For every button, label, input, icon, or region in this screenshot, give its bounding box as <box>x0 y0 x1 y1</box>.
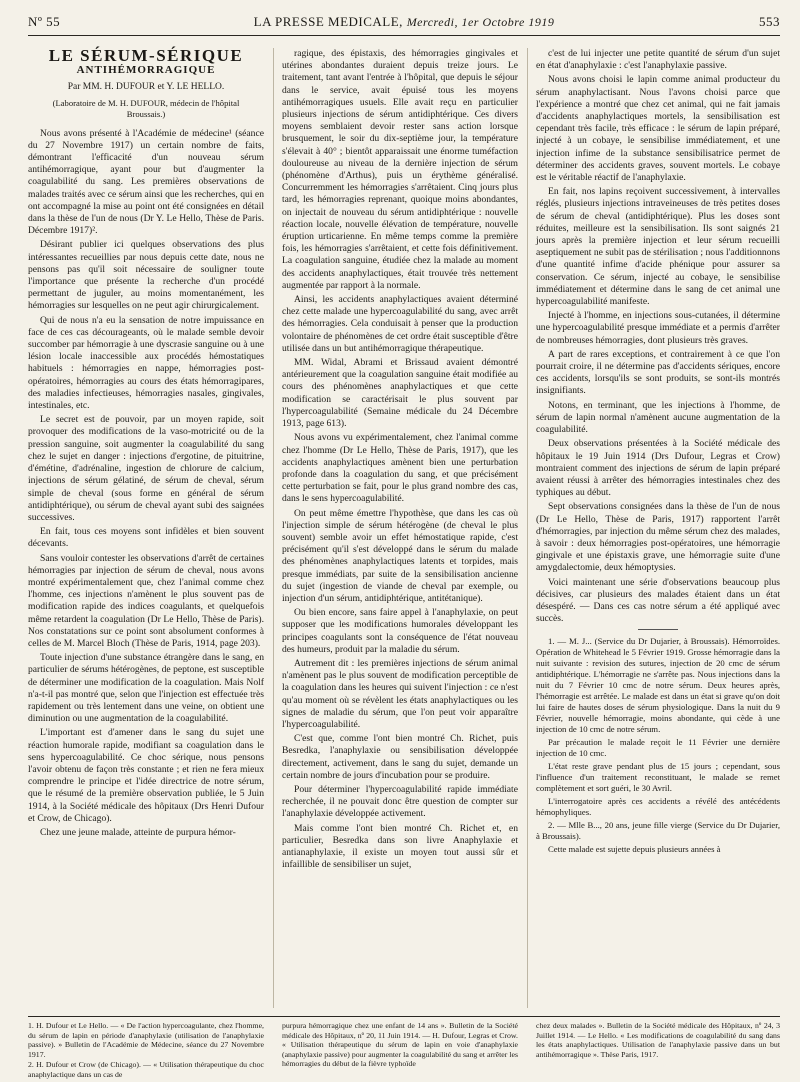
paragraph: Ainsi, les accidents anaphylactiques avaient déterminé chez cette malade une hypercoagulabilité du sang, avec arrêt des hémorragies. Cela conduisait à penser que la production volontaire de phénomènes de cet ordre était susceptible d'être utilisée dans un but antihémorragique thérapeutique. <box>282 294 518 354</box>
paragraph: Par précaution le malade reçoit le 11 Février une dernière injection de 10 cmc. <box>536 737 780 759</box>
column-divider <box>273 48 274 1008</box>
paragraph: A part de rares exceptions, et contrairement à ce que l'on pourrait croire, il ne détermine pas d'accidents sériques, encore ces accidents, lorsqu'ils se sont produits, se sont-ils montrés insignifiants. <box>536 348 780 397</box>
column-2 <box>282 48 518 1008</box>
footnotes-column-2 <box>282 1021 518 1071</box>
paragraph: Désirant publier ici quelques observations des plus intéressantes recueillies par nous depuis cette date, nous ne pensons pas qu'il soit nécessaire de souligner toute l'importance que présente la recherche d'un procédé permettant de juguler, au moins momentanément, les hémorragies sur lesquelles on ne peut agir chirurgicalement. <box>28 239 264 312</box>
paragraph: 2. — Mlle B..., 20 ans, jeune fille vierge (Service du Dr Dujarier, à Broussais). <box>536 820 780 842</box>
article-affiliation: (Laboratoire de M. H. DUFOUR, médecin de l'hôpital Broussais.) <box>52 97 240 119</box>
paragraph: Pour déterminer l'hypercoagulabilité rapide immédiate recherchée, il ne pouvait donc être question de compter sur l'anaphylaxie développée activement. <box>282 783 518 820</box>
paragraph: Qui de nous n'a eu la sensation de notre impuissance en face de ces cas décourageants, où le malade semble devoir succomber par hémorragie à une dyscrasie sanguine ou à une lésion locale inaccessible aux procédés hémostatiques habituels : hémorragies en nappe, hémorragies post-opératoires, hémorragies au cours des états hémorragipares, des maladies infectieuses, hémorragies nasales, gingivales, intestinales, etc. <box>28 314 264 412</box>
paragraph: Notons, en terminant, que les injections à l'homme, de sérum de lapin normal n'amènent aucune augmentation de la coagulabilité. <box>536 399 780 436</box>
paragraph: Mais comme l'ont bien montré Ch. Richet et, en particulier, Besredka dans son livre Anaphylaxie et antianaphylaxie, il existe un moyen tout aussi sûr et infaillible de sensibiliser un sujet, <box>282 822 518 871</box>
paragraph: On peut même émettre l'hypothèse, que dans les cas où l'injection simple de sérum hétérogène (de cheval le plus souvent) semble avoir un effet hémostatique rapide, c'est précisément qu'il s'est développé dans le sérum du malade des phénomènes anaphylactiques latents et torpides, mais presque immédiats, par suite de la sensibilisation ancienne du sujet (ingestion de viande de cheval par exemple, ou injection d'un sérum, antidiphtérique, antitétanique). <box>282 507 518 604</box>
case-reports <box>536 636 780 855</box>
paragraph: C'est que, comme l'ont bien montré Ch. Richet, puis Besredka, l'anaphylaxie ou sensibilisation développée directement, activement, dans le sang du sujet, demande un certain nombre de jours d'incubation pour se produire. <box>282 733 518 781</box>
paragraph: L'important est d'amener dans le sang du sujet une réaction humorale rapide, modifiant sa coagulation dans le sens hypercoagulabilité. Ce choc sérique, nous pensons l'avoir obtenu de façon très constante ; et rien ne fera mieux comprendre le principe et l'idée directrice de notre sérum, que le résumé de la première observation publiée, le 5 Juin 1914, à la Société médicale des hôpitaux (Drs Henri Dufour et Crow, de Chicago). <box>28 727 264 824</box>
column-3 <box>536 48 780 1008</box>
paragraph: c'est de lui injecter une petite quantité de sérum d'un sujet en état d'anaphylaxie : c'est l'anaphylaxie passive. <box>536 48 780 72</box>
footnotes-column-3 <box>536 1021 780 1071</box>
paragraph: Nous avons vu expérimentalement, chez l'animal comme chez l'homme (Dr Le Hello, Thèse de Paris, 1917), que les accidents anaphylactiques amènent bien une perturbation profonde dans la coagulation du sang, et que précisément cette perturbation se fait, pour le plus grand nombre des cas, dans le sens hypercoagulabilité. <box>282 432 518 505</box>
paragraph: Sans vouloir contester les observations d'arrêt de certaines hémorragies par injection de sérum de cheval, nous avons montré expérimentalement que, chez l'animal comme chez l'homme, ces injections n'amènent le plus souvent pas de modification rapide des indices coagulants, et quelquefois même retardent la coagulation (Dr Le Hello, Thèse de Paris). Nos constatations sur ce point sont absolument conformes à celles de M. Marcel Bloch (Thèse de Paris, 1914, page 203). <box>28 552 264 649</box>
section-separator <box>638 629 678 630</box>
journal-name: LA PRESSE MEDICALE, <box>253 14 403 29</box>
column-2-text <box>282 48 518 871</box>
article-authors: Par MM. H. DUFOUR et Y. LE HELLO. <box>67 82 225 93</box>
paragraph: MM. Widal, Abrami et Brissaud avaient démontré antérieurement que la coagulation sanguine était modifiée au cours des phénomènes anaphylactiques et que cette modification se caractérisait le plus souvent par l'hypercoagulabilité (Semaine médicale du 24 Décembre 1913, page 613). <box>282 357 518 430</box>
footnotes <box>28 1016 780 1079</box>
footnotes-column-1 <box>28 1021 264 1079</box>
column-3-text <box>536 48 780 625</box>
column-1-text <box>28 128 264 840</box>
issue-date: Mercredi, 1er Octobre 1919 <box>406 15 555 29</box>
article-body <box>28 48 780 1008</box>
running-head <box>28 14 780 36</box>
column-1 <box>28 48 264 1008</box>
column-divider <box>527 48 528 1008</box>
page-number: 553 <box>759 14 780 29</box>
paragraph: Chez une jeune malade, atteinte de purpura hémor- <box>40 826 236 838</box>
paragraph: L'état reste grave pendant plus de 15 jours ; cependant, sous l'influence d'un traitement reconstituant, le malade se remet complètement et sort guéri, le 30 Avril. <box>536 761 780 794</box>
paragraph: purpura hémorragique chez une enfant de 14 ans ». Bulletin de la Société médicale des Hôpitaux, nº 20, 11 Juin 1914. — H. Dufour, Legras et Crow. « Utilisation thérapeutique du sérum de lapin en voie d'anaphylaxie (anaphylaxie passive) pour augmenter la coagulabilité du sang et arrêter les hémorragies du début de la fièvre typhoïde <box>282 1021 518 1069</box>
paragraph: Cette malade est sujette depuis plusieurs années à <box>548 844 721 855</box>
paragraph: chez deux malades ». Bulletin de la Société médicale des Hôpitaux, nº 24, 3 Juillet 1914. — Le Hello. « Les modifications de coagulabilité du sang dans les états anaphylactiques. Utilisation de l'anaphylaxie passive dans un but antihémorragique ». Thèse Paris, 1917. <box>536 1021 780 1059</box>
paragraph: L'interrogatoire après ces accidents a révélé des antécédents hémophyliques. <box>536 796 780 818</box>
paragraph: Voici maintenant une série d'observations beaucoup plus décisives, car plusieurs des malades étaient dans un état désespéré. — Dans ces cas notre sérum a été appliqué avec succès. <box>536 576 780 625</box>
paragraph: 2. H. Dufour et Crow (de Chicago). — « Utilisation thérapeutique du choc anaphylactique dans un cas de <box>28 1060 264 1079</box>
journal-line <box>28 14 780 30</box>
paragraph: Autrement dit : les premières injections de sérum animal n'amènent pas le plus souvent de modification perceptible de la coagulation dans les heures qui suivent l'injection : ce n'est qu'au moment où se révèlent les états anaphylactiques ou les signes de maladie du sérum, que l'on peut voir apparaître l'hypercoagulabilité. <box>282 657 518 730</box>
article-title: LE SÉRUM-SÉRIQUE <box>48 46 244 65</box>
paragraph: 1. — M. J... (Service du Dr Dujarier, à Broussais). Hémorroïdes. Opération de Whitehead le 5 Février 1919. Grosse hémorragie dans la nuit suivante : revision des sutures, injection de 20 cmc de sérum antidiphtérique. L'hémorragie ne s'arrête pas. Nous injections dans la nuit du 7 Février 10 cmc de notre sérum. Deux heures après, l'hémorragie est arrêtée. Le malade est dans un état si grave qu'on doit lui faire de hautes doses de sérum physiologique. Dans la nuit du 9 Février, nouvelle hémorragie, moins abondante, qui cède à une injection de 10 cmc de notre sérum. <box>536 636 780 735</box>
paragraph: ragique, des épistaxis, des hémorragies gingivales et utérines abondantes duraient depuis treize jours. Le traitement, tant avant l'entrée à l'hôpital, que depuis le séjour dans le service, avait épuisé tous les moyens antihémorragiques usuels. Elle avait reçu en particulier plusieurs injections de sérum antidiphtérique. Ces divers moyens semblaient devoir rester sans action lorsque brusquement, le soir du dix-septième jour, la température s'élevait à 40° ; bientôt apparaissait une énorme tuméfaction douloureuse au niveau de la dernière injection de sérum (phénomène d'Arthus), puis un érythème généralisé. Concurremment les hémorragies s'arrêtaient. Cinq jours plus tard, les hémorragies reprenant, quoique moins abondantes, on injectait de nouveau du sérum antidiphtérique : nouvelle réaction locale, nouvelle élévation de température, nouvelle éruption urticarienne. En même temps comme la première fois, les hémorragies s'arrêtaient, et cette fois définitivement. La coagulation sanguine, étudiée chez la malade au moment des accidents anaphylactiques, était trouvée très nettement augmentée par rapport à la normale. <box>282 48 518 291</box>
paragraph: Ou bien encore, sans faire appel à l'anaphylaxie, on peut supposer que les modifications humorales développant les principes coagulants sont la conséquence de l'état nouveau des humeurs, produit par la maladie du sérum. <box>282 607 518 655</box>
paragraph: Le secret est de pouvoir, par un moyen rapide, soit provoquer des modifications de la vaso-motricité ou de la pression sanguine, soit augmenter la coagulabilité du sang chez le sujet en danger : injections d'ergotine, de pituitrine, d'émétine, d'adrénaline, ingestion de chlorure de calcium, injections de sérum gélatiné, de sérum de cheval, sérum simple de cheval (sous forme en général de sérum antidiphtérique), ou sérum de cheval ayant subi des saignées successives. <box>28 414 264 523</box>
paragraph: En fait, tous ces moyens sont infidèles et bien souvent décevants. <box>28 526 264 550</box>
paragraph: Sept observations consignées dans la thèse de l'un de nous (Dr Le Hello, Thèse de Paris, 1917) rapportent l'arrêt d'hémorragies, par injection du même sérum chez des malades, à savoir : deux hémorragies post-opératoires, une hémorragie gingivale et une épistaxis grave, une hémorragie suite d'une amygdalectomie, deux hémoptysies. <box>536 501 780 574</box>
issue-number: Nº 55 <box>28 14 61 29</box>
paragraph: Injecté à l'homme, en injections sous-cutanées, il détermine une hypercoagulabilité presque immédiate et a permis d'arrêter de nombreuses hémorragies, dont plusieurs très graves. <box>536 310 780 346</box>
paragraph: Toute injection d'une substance étrangère dans le sang, en particulier de sérums hétérogènes, de peptone, est susceptible de déterminer une modification de la coagulation. Mais Nolf n'a-t-il pas montré que, selon que l'injection est effectuée très rapidement ou très lentement dans une veine, on obtient une diminution ou une augmentation de la coagulabilité. <box>28 652 264 725</box>
journal-page <box>28 14 780 1079</box>
paragraph: Deux observations présentées à la Société médicale des hôpitaux le 19 Juin 1914 (Drs Dufour, Legras et Crow) montraient comment des injections de sérum de lapin préparé avaient réussi à arrêter des hémorragies intestinales chez des typhiques au début. <box>536 438 780 499</box>
paragraph: En fait, nos lapins reçoivent successivement, à intervalles réglés, plusieurs injections intraveineuses de très petites doses de sérum de cheval (antidiphtérique). Plus les doses sont réduites, meilleure est la sensibilisation. Ils sont saignés 21 jours après la première injection et leur sérum recueilli aseptiquement ne subit pas de stérilisation ; nous l'additionnons d'une quantité infime d'acide phénique pour assurer sa conservation. Ce sérum, injecté au cobaye, le sensibilise immédiatement et détermine dans le sang de cet animal une hypercoagulabilité manifeste. <box>536 186 780 308</box>
paragraph: Nous avons choisi le lapin comme animal producteur du sérum anaphylactisant. Nous l'avons choisi parce que l'expérience a montré que chez cet animal, qui ne fait jamais d'accidents anaphylactiques mortels, la sensibilisation est cependant très facile, très efficace : le sérum de lapin préparé, injecté à un cobaye, le sensibilise immédiatement, et une injection infime de la substance sensibilisatrice permet de déterminer des accidents graves, souvent mortels. Le cobaye est le véritable réactif de l'anaphylaxie. <box>536 74 780 184</box>
paragraph: Nous avons présenté à l'Académie de médecine¹ (séance du 27 Novembre 1917) un certain nombre de faits, démontrant l'efficacité d'un nouveau sérum antihémorragique, ayant pour but d'augmenter la coagulabilité du sang. Les premières observations de malades traités avec ce sérum ainsi que les recherches, qui en ont accompagné la mise au point ont été consignées en détail dans la thèse de l'un de nous (Dr Y. Le Hello, Thèse de Paris. Décembre 1917)². <box>28 127 264 237</box>
article-subtitle: ANTIHÉMORRAGIQUE <box>76 64 216 77</box>
paragraph: 1. H. Dufour et Le Hello. — « De l'action hypercoagulante, chez l'homme, du sérum de lapin en période d'anaphylaxie (utilisation de l'anaphylaxie passive). » Bulletin de l'Académie de Médecine, séance du 27 Novembre 1917. <box>28 1021 264 1059</box>
